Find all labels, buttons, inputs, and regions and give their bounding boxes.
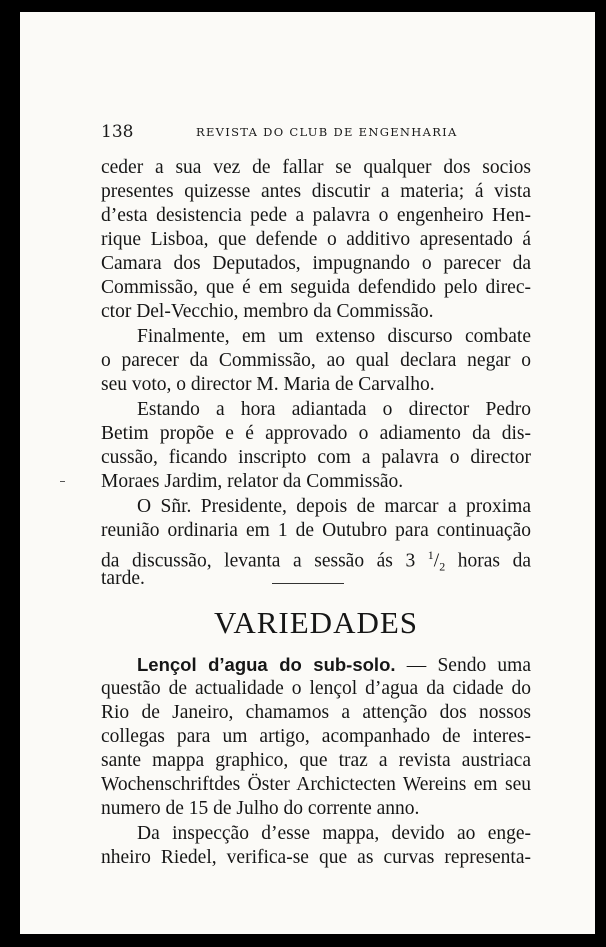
fraction-slash: / [433,550,440,572]
body-line: numero de 15 de Julho do corrente anno. [101,798,420,819]
body-line: Estando a hora adiantada o director Pedro [137,399,531,420]
fraction-numerator: 1 [427,548,434,562]
body-line: ctor Del-Vecchio, membro da Commissão. [101,301,434,322]
body-line: o parecer da Commissão, ao qual declara negar o [101,350,531,371]
page-header [101,120,531,142]
body-line: presentes quizesse antes discutir a materia; á vista [101,181,531,202]
body-line: reunião ordinaria em 1 de Outubro para continuação [101,520,531,541]
body-line: Betim propõe e é approvado o adiamento da dis- [101,423,531,444]
body-line [137,653,531,678]
body-line: sante mappa graphico, que traz a revista austriaca [101,750,531,771]
margin-mark [60,481,65,482]
text-fragment: horas da [445,550,531,572]
body-line: Da inspecção d’esse mappa, devido ao enge- [137,823,531,844]
body-line: Camara dos Deputados, impugnando o parecer da [101,253,531,274]
body-line: seu voto, o director M. Maria de Carvalho. [101,374,435,395]
text-fragment: — Sendo uma [395,655,531,676]
body-line: collegas para um artigo, acompanhado de interes- [101,726,531,747]
book-page [20,12,595,934]
body-line: Rio de Janeiro, chamamos a attenção dos nossos [101,702,531,723]
body-line: Finalmente, em um extenso discurso combate [137,326,531,347]
running-title: REVISTA DO CLUB DE ENGENHARIA [196,125,458,139]
body-line: cussão, ficando inscripto com a palavra o director [101,447,531,468]
article-lead: Lençol d’agua do sub-solo. [137,654,396,675]
body-line: d’esta desistencia pede a palavra o engenheiro Hen- [101,205,531,226]
text-fragment: da discussão, levanta a sessão ás 3 [101,550,428,572]
body-line: nheiro Riedel, verifica-se que as curvas representa- [101,847,531,868]
body-line: rique Lisboa, que defende o additivo apresentado á [101,229,531,250]
section-divider [272,583,344,584]
body-line: ceder a sua vez de fallar se qualquer dos socios [101,157,531,178]
body-line: Wochenschriftdes Öster Archictecten Wereins em seu [101,774,531,795]
body-line: Commissão, que é em seguida defendido pelo direc- [101,277,531,298]
fraction-denominator: 2 [439,559,446,574]
body-line: tarde. [101,568,145,589]
section-title: VARIEDADES [213,605,419,640]
body-line: Moraes Jardim, relator da Commissão. [101,471,404,492]
page-number: 138 [101,122,134,142]
body-line: O Sñr. Presidente, depois de marcar a proxima [137,496,531,517]
body-line: questão de actualidade o lençol d’agua da cidade do [101,678,531,699]
